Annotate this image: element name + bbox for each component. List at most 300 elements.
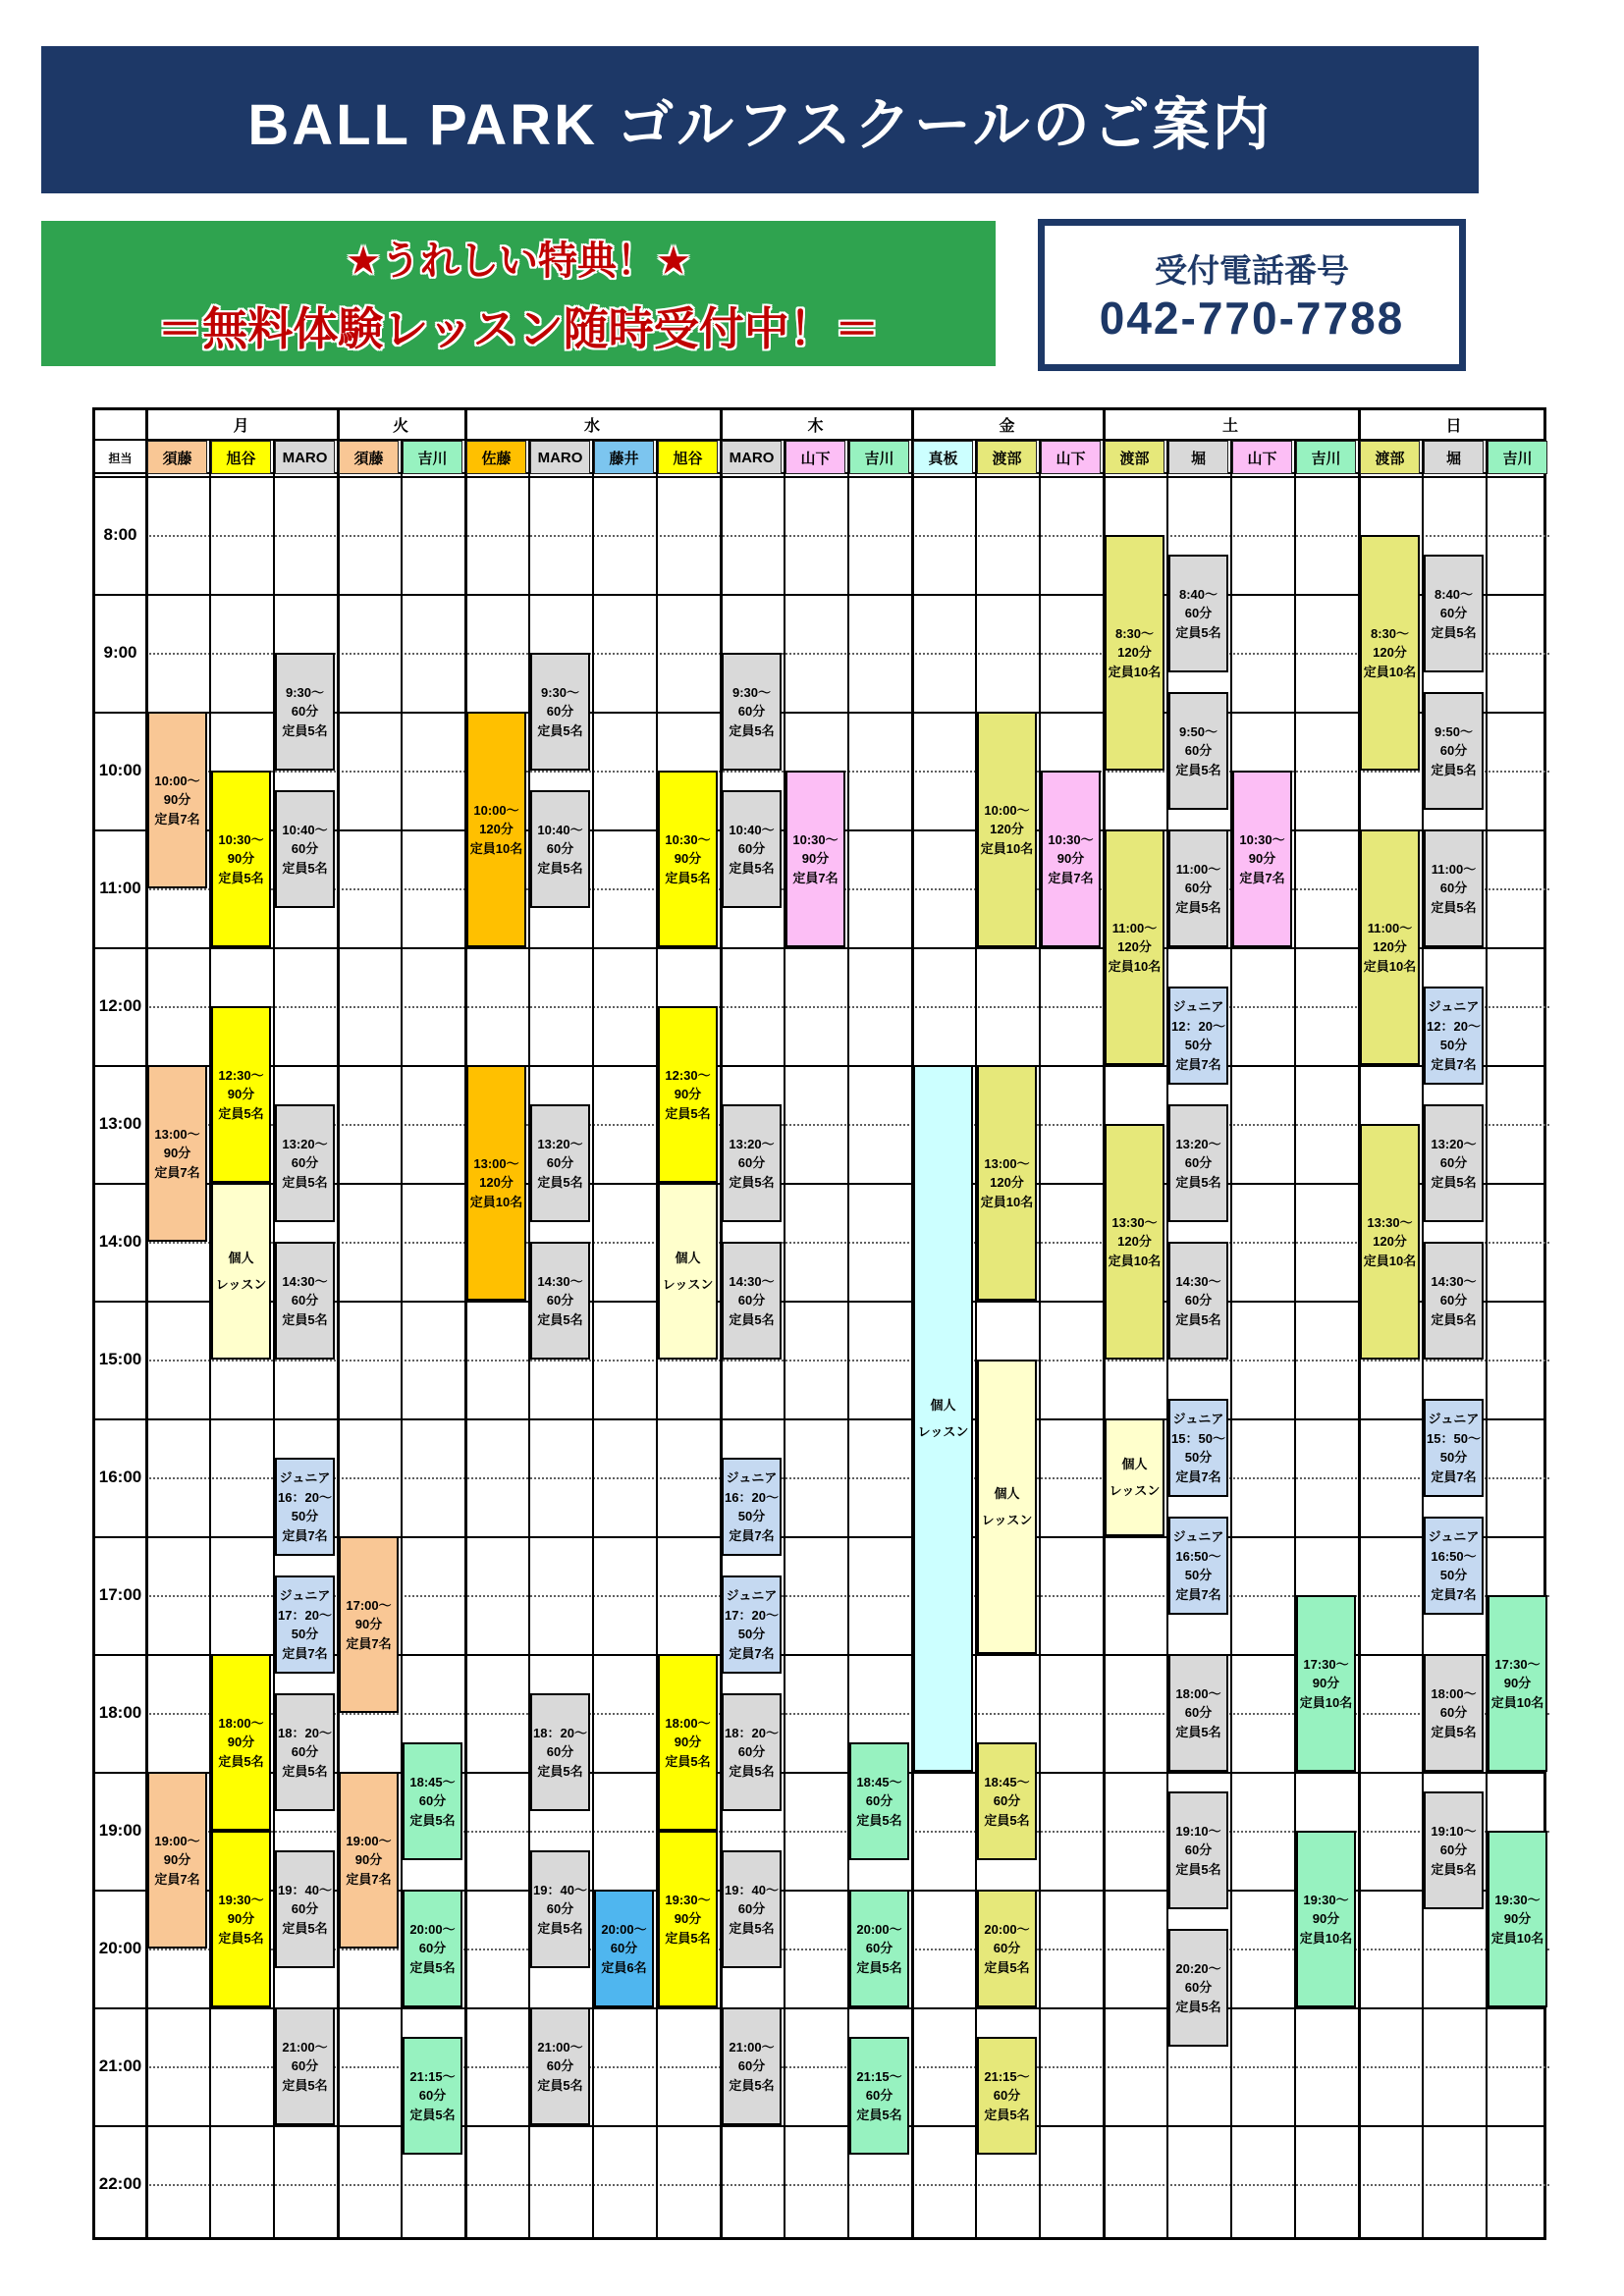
- lesson-block-line: 10:40～: [537, 822, 583, 837]
- lesson-block-line: 11:00～: [1367, 920, 1413, 935]
- lesson-block: [1105, 829, 1164, 1065]
- lesson-block: [1168, 1104, 1228, 1222]
- lesson-block-line: 定員5名: [729, 1920, 775, 1936]
- lesson-block: [1041, 771, 1101, 947]
- column-separator: [784, 439, 785, 2237]
- lesson-block: [1424, 1104, 1484, 1222]
- lesson-block: [1168, 692, 1228, 810]
- column-separator: [1039, 439, 1041, 2237]
- lesson-block: [1296, 1595, 1356, 1772]
- private-lesson-block: [1105, 1418, 1164, 1536]
- promo-line-2: ＝無料体験レッスン随時受付中！＝: [157, 302, 880, 354]
- lesson-block: [1296, 1831, 1356, 2007]
- hour-label: 12:00: [98, 996, 142, 1015]
- hour-gridline: [95, 1418, 1543, 1420]
- lesson-block-line: 16：20～: [725, 1489, 779, 1505]
- instructor-cell: 吉川: [1296, 441, 1356, 474]
- lesson-block-line: 60分: [1184, 1293, 1213, 1308]
- lesson-block-line: 定員5名: [984, 1812, 1030, 1828]
- lesson-block-line: 120分: [1117, 645, 1152, 661]
- lesson-block: [977, 1065, 1037, 1301]
- instructor-cell: 旭谷: [211, 441, 271, 474]
- lesson-block-line: 定員5名: [729, 2077, 775, 2093]
- lesson-block: [1424, 1242, 1484, 1360]
- lesson-block-line: 60分: [1184, 1980, 1213, 1996]
- lesson-block-line: 定員5名: [665, 1753, 711, 1769]
- lesson-block-line: 9:30～: [731, 684, 772, 700]
- lesson-block: [339, 1536, 399, 1713]
- lesson-block-line: 18:00～: [1431, 1685, 1477, 1701]
- lesson-block: [658, 1006, 718, 1183]
- lesson-block-line: 60分: [546, 704, 574, 720]
- lesson-block-line: 60分: [865, 1793, 893, 1809]
- lesson-block-line: 定員5名: [1175, 1311, 1221, 1327]
- lesson-block: [977, 712, 1037, 947]
- lesson-block-line: 定員5名: [729, 1763, 775, 1779]
- lesson-block: [339, 1772, 399, 1949]
- lesson-block-line: 60分: [737, 1744, 766, 1760]
- lesson-block-line: 定員5名: [409, 1812, 456, 1828]
- lesson-block: [1360, 829, 1420, 1065]
- lesson-block-line: 13:20～: [282, 1136, 328, 1151]
- lesson-block-line: 90分: [227, 1911, 255, 1927]
- lesson-block-line: 90分: [163, 792, 191, 808]
- lesson-block-line: 定員5名: [665, 870, 711, 885]
- lesson-block: [1488, 1831, 1547, 2007]
- lesson-block-line: 定員5名: [1175, 762, 1221, 777]
- lesson-block-line: 60分: [737, 704, 766, 720]
- lesson-block-line: 16：20～: [278, 1489, 332, 1505]
- lesson-block-line: 13:20～: [1431, 1136, 1477, 1151]
- lesson-block: [1424, 555, 1484, 672]
- lesson-block-line: 14:30～: [282, 1273, 328, 1289]
- phone-number: 042-770-7788: [1099, 293, 1405, 344]
- lesson-block-line: 60分: [1439, 1155, 1468, 1171]
- lesson-block: [977, 2037, 1037, 2155]
- lesson-block-line: 10:30～: [1048, 831, 1094, 847]
- phone-label: 受付電話番号: [1155, 252, 1349, 289]
- lesson-block-line: ジュニア: [1172, 1412, 1224, 1426]
- lesson-block-line: 120分: [990, 822, 1024, 837]
- hour-label: 9:00: [103, 643, 137, 662]
- lesson-block-line: 定員5名: [1431, 1174, 1477, 1190]
- lesson-block-line: 60分: [291, 2058, 319, 2074]
- lesson-block-line: 定員7名: [729, 1645, 775, 1661]
- lesson-block-line: 18：20～: [278, 1725, 332, 1740]
- lesson-block-line: 21:15～: [409, 2068, 456, 2084]
- lesson-block-line: 定員10名: [1108, 1253, 1162, 1268]
- lesson-block-line: 13:20～: [729, 1136, 775, 1151]
- lesson-block-line: 14:30～: [1175, 1273, 1221, 1289]
- lesson-block-line: 50分: [1439, 1568, 1468, 1582]
- promo-box: [41, 221, 996, 366]
- lesson-block-line: 90分: [163, 1146, 191, 1161]
- private-lesson-block: [977, 1360, 1037, 1654]
- lesson-block-line: 120分: [1117, 1234, 1152, 1250]
- lesson-block-line: ジュニア: [1428, 1412, 1480, 1426]
- lesson-block-line: 50分: [291, 1509, 319, 1523]
- lesson-block-line: 90分: [227, 1735, 255, 1750]
- day-header-5: 金: [999, 418, 1015, 435]
- lesson-block: [977, 1742, 1037, 1860]
- lesson-block: [275, 2007, 335, 2125]
- day-header-7: 日: [1445, 418, 1462, 435]
- lesson-block-line: 20:00～: [601, 1921, 647, 1937]
- lesson-block: [785, 771, 845, 947]
- lesson-block-line: レッスン: [662, 1277, 714, 1292]
- lesson-block-line: 20:00～: [856, 1921, 902, 1937]
- title-banner: [41, 46, 1479, 193]
- lesson-block: [147, 1065, 207, 1242]
- instructor-cell: 藤井: [594, 441, 654, 474]
- lesson-block: [722, 790, 782, 908]
- lesson-block-line: 定員5名: [1431, 1724, 1477, 1739]
- lesson-block: [722, 1693, 782, 1811]
- lesson-block-line: 60分: [291, 1293, 319, 1308]
- lesson-block-line: 17：20～: [278, 1607, 332, 1623]
- lesson-block-line: 60分: [546, 1293, 574, 1308]
- lesson-block-line: 定員10名: [980, 1194, 1034, 1209]
- lesson-block-line: 定員5名: [409, 1959, 456, 1975]
- lesson-block-line: 60分: [418, 1793, 447, 1809]
- lesson-block-line: 個人: [228, 1250, 254, 1265]
- lesson-block-line: 60分: [291, 704, 319, 720]
- lesson-block-line: 60分: [865, 1941, 893, 1956]
- lesson-block-line: 50分: [737, 1509, 766, 1523]
- junior-lesson-block: [1168, 1399, 1228, 1497]
- lesson-block-line: 90分: [1503, 1911, 1532, 1927]
- lesson-block: [403, 1890, 462, 2007]
- lesson-block-line: 120分: [1373, 645, 1407, 661]
- lesson-block-line: 60分: [291, 1901, 319, 1917]
- lesson-block-line: 定員7名: [282, 1527, 328, 1543]
- lesson-block: [275, 653, 335, 771]
- lesson-block-line: 18：20～: [533, 1725, 587, 1740]
- hour-label: 14:00: [98, 1232, 142, 1251]
- lesson-block-line: ジュニア: [279, 1588, 331, 1603]
- lesson-block-line: 12：20～: [1427, 1018, 1481, 1034]
- lesson-block-line: 10:30～: [1239, 831, 1285, 847]
- lesson-block-line: ジュニア: [726, 1588, 778, 1603]
- lesson-block: [1424, 1791, 1484, 1909]
- lesson-block-line: 定員5名: [856, 1959, 902, 1975]
- lesson-block-line: 50分: [1184, 1450, 1213, 1465]
- lesson-block-line: 定員5名: [282, 860, 328, 876]
- lesson-block-line: 9:50～: [1434, 723, 1474, 739]
- instructor-cell: 真板: [913, 441, 973, 474]
- lesson-block: [658, 1654, 718, 1831]
- lesson-block-line: 19:10～: [1175, 1823, 1221, 1839]
- lesson-block: [1360, 535, 1420, 771]
- lesson-block-line: 60分: [1184, 881, 1213, 896]
- lesson-block-line: 60分: [1184, 1842, 1213, 1858]
- day-header-1: 月: [233, 418, 249, 435]
- lesson-block: [1105, 535, 1164, 771]
- lesson-block: [1424, 829, 1484, 947]
- lesson-block-line: 50分: [1439, 1038, 1468, 1052]
- lesson-block: [275, 1850, 335, 1968]
- lesson-block-line: 定員6名: [601, 1959, 647, 1975]
- lesson-block: [1168, 1654, 1228, 1772]
- lesson-block: [466, 712, 526, 947]
- lesson-block-line: 定員7名: [1175, 1056, 1221, 1072]
- lesson-block-line: 90分: [1248, 851, 1276, 867]
- lesson-block-line: 90分: [227, 1087, 255, 1102]
- day-header-4: 木: [807, 418, 824, 435]
- lesson-block-line: 10:00～: [984, 802, 1030, 818]
- junior-lesson-block: [1168, 1517, 1228, 1615]
- instructor-cell: 吉川: [849, 441, 909, 474]
- lesson-block-line: 60分: [291, 841, 319, 857]
- lesson-block-line: 8:30～: [1370, 625, 1410, 641]
- hour-label: 17:00: [98, 1585, 142, 1604]
- lesson-block-line: 19:30～: [665, 1892, 711, 1907]
- lesson-block: [530, 2007, 590, 2125]
- lesson-block-line: 定員5名: [729, 1174, 775, 1190]
- lesson-block-line: 定員7名: [1239, 870, 1285, 885]
- lesson-block-line: 60分: [737, 1901, 766, 1917]
- lesson-block-line: 定員5名: [1175, 899, 1221, 915]
- header-body-separator-2: [95, 476, 1543, 478]
- corner-label: 担当: [108, 451, 133, 465]
- junior-lesson-block: [275, 1575, 335, 1674]
- day-group-separator: [464, 410, 467, 2237]
- lesson-block-line: 10:40～: [729, 822, 775, 837]
- lesson-block-line: ジュニア: [726, 1470, 778, 1485]
- lesson-block-line: 60分: [1439, 1293, 1468, 1308]
- lesson-block-line: 120分: [1373, 1234, 1407, 1250]
- lesson-block-line: 定員5名: [1175, 1174, 1221, 1190]
- lesson-block-line: 14:30～: [1431, 1273, 1477, 1289]
- lesson-block-line: 定員5名: [1175, 1999, 1221, 2014]
- lesson-block-line: 14:30～: [537, 1273, 583, 1289]
- hour-label: 22:00: [98, 2174, 142, 2193]
- lesson-block: [658, 1831, 718, 2007]
- lesson-block-line: 13:20～: [1175, 1136, 1221, 1151]
- lesson-block-line: 定員5名: [282, 1920, 328, 1936]
- lesson-block-line: 60分: [546, 2058, 574, 2074]
- hour-label: 16:00: [98, 1468, 142, 1486]
- lesson-block-line: 定員5名: [218, 1753, 264, 1769]
- lesson-block-line: 定員5名: [1175, 1861, 1221, 1877]
- lesson-block-line: 20:20～: [1175, 1960, 1221, 1976]
- hour-label: 19:00: [98, 1821, 142, 1840]
- hour-label: 18:00: [98, 1703, 142, 1722]
- time-column-separator: [145, 410, 148, 2237]
- junior-lesson-block: [1424, 987, 1484, 1085]
- lesson-block-line: 定員5名: [537, 1763, 583, 1779]
- lesson-block-line: 14:30～: [729, 1273, 775, 1289]
- instructor-cell: 佐藤: [466, 441, 526, 474]
- lesson-block-line: 定員5名: [409, 2107, 456, 2122]
- lesson-block-line: 個人: [675, 1250, 701, 1265]
- lesson-block-line: 定員10名: [469, 1194, 523, 1209]
- lesson-block-line: 90分: [674, 1735, 702, 1750]
- lesson-block: [722, 1850, 782, 1968]
- lesson-block-line: 定員7名: [346, 1871, 392, 1887]
- lesson-block-line: ジュニア: [1428, 999, 1480, 1014]
- instructor-cell: 山下: [1232, 441, 1292, 474]
- lesson-block-line: 定員7名: [154, 1871, 200, 1887]
- lesson-block-line: 8:30～: [1114, 625, 1155, 641]
- lesson-block-line: 60分: [610, 1941, 638, 1956]
- lesson-block-line: 定員5名: [282, 2077, 328, 2093]
- day-group-separator: [337, 410, 340, 2237]
- page-title: BALL PARK ゴルフスクールのご案内: [247, 93, 1272, 157]
- lesson-block-line: 定員5名: [1431, 762, 1477, 777]
- lesson-block-line: 90分: [674, 851, 702, 867]
- hour-label: 20:00: [98, 1939, 142, 1957]
- lesson-block-line: 60分: [291, 1155, 319, 1171]
- lesson-block-line: 定員10名: [1299, 1930, 1353, 1946]
- lesson-block-line: 定員5名: [665, 1930, 711, 1946]
- lesson-block-line: 90分: [1312, 1676, 1340, 1691]
- lesson-block: [1424, 692, 1484, 810]
- lesson-block-line: 16:50～: [1431, 1548, 1477, 1564]
- lesson-block-line: 90分: [674, 1087, 702, 1102]
- hour-gridline: [95, 2125, 1543, 2127]
- lesson-block-line: 定員5名: [665, 1105, 711, 1121]
- lesson-block-line: 60分: [737, 1155, 766, 1171]
- lesson-block-line: 60分: [1184, 743, 1213, 759]
- lesson-block-line: 60分: [1439, 1705, 1468, 1721]
- lesson-block-line: 21:15～: [984, 2068, 1030, 2084]
- lesson-block-line: 12:30～: [665, 1067, 711, 1083]
- lesson-block-line: 60分: [1439, 1842, 1468, 1858]
- lesson-block-line: 20:00～: [409, 1921, 456, 1937]
- lesson-block-line: 定員7名: [1431, 1586, 1477, 1602]
- day-header-6: 土: [1221, 418, 1238, 435]
- lesson-block-line: 9:30～: [285, 684, 325, 700]
- lesson-block-line: 60分: [737, 1293, 766, 1308]
- lesson-block-line: 19:30～: [1303, 1892, 1349, 1907]
- lesson-block-line: 60分: [737, 841, 766, 857]
- lesson-block: [849, 1742, 909, 1860]
- lesson-block-line: 60分: [993, 2088, 1021, 2104]
- instructor-cell: 渡部: [1105, 441, 1164, 474]
- lesson-block-line: 19:30～: [218, 1892, 264, 1907]
- lesson-block-line: 定員5名: [1175, 624, 1221, 640]
- lesson-block-line: 定員5名: [1431, 624, 1477, 640]
- lesson-block: [849, 1890, 909, 2007]
- lesson-block-line: 定員10名: [980, 840, 1034, 856]
- instructor-cell: 渡部: [977, 441, 1037, 474]
- lesson-block: [275, 790, 335, 908]
- lesson-block-line: 定員7名: [282, 1645, 328, 1661]
- lesson-block-line: 13:30～: [1111, 1214, 1158, 1230]
- lesson-block-line: 50分: [291, 1627, 319, 1641]
- lesson-block-line: 60分: [1184, 606, 1213, 621]
- lesson-block-line: 21:15～: [856, 2068, 902, 2084]
- lesson-block-line: ジュニア: [1172, 999, 1224, 1014]
- lesson-block-line: 15：50～: [1427, 1430, 1481, 1446]
- hour-label: 11:00: [99, 879, 141, 897]
- lesson-block-line: 90分: [1312, 1911, 1340, 1927]
- lesson-block-line: 60分: [1439, 606, 1468, 621]
- lesson-block: [275, 1242, 335, 1360]
- lesson-block-line: レッスン: [1109, 1483, 1161, 1498]
- private-lesson-block: [913, 1065, 973, 1772]
- lesson-block-line: 定員10名: [1490, 1930, 1544, 1946]
- lesson-block-line: 12：20～: [1171, 1018, 1225, 1034]
- lesson-block-line: 60分: [865, 2088, 893, 2104]
- lesson-block-line: 定員5名: [984, 1959, 1030, 1975]
- lesson-block-line: 19:10～: [1431, 1823, 1477, 1839]
- lesson-block-line: 定員5名: [282, 722, 328, 738]
- lesson-block-line: 定員10名: [1363, 1253, 1417, 1268]
- day-header-3: 水: [583, 418, 600, 435]
- hour-gridline: [95, 1065, 1543, 1067]
- lesson-block-line: 定員10名: [1299, 1694, 1353, 1710]
- lesson-block-line: 60分: [418, 2088, 447, 2104]
- column-separator: [1230, 439, 1232, 2237]
- lesson-block-line: 120分: [479, 1175, 514, 1191]
- lesson-block-line: 11:00～: [1111, 920, 1158, 935]
- lesson-block-line: 定員5名: [984, 2107, 1030, 2122]
- hour-label: 8:00: [103, 525, 137, 544]
- lesson-block-line: 19:00～: [154, 1833, 200, 1848]
- lesson-block-line: 定員5名: [1175, 1724, 1221, 1739]
- lesson-block-line: 10:00～: [154, 773, 200, 788]
- lesson-block-line: 15：50～: [1171, 1430, 1225, 1446]
- lesson-block: [403, 1742, 462, 1860]
- junior-lesson-block: [1424, 1399, 1484, 1497]
- lesson-block: [658, 771, 718, 947]
- instructor-cell: 山下: [785, 441, 845, 474]
- lesson-block-line: 定員5名: [218, 870, 264, 885]
- lesson-block: [1488, 1595, 1547, 1772]
- lesson-block-line: 50分: [1184, 1568, 1213, 1582]
- lesson-block-line: 8:40～: [1434, 586, 1474, 602]
- lesson-block-line: 90分: [801, 851, 830, 867]
- lesson-block-line: 60分: [546, 841, 574, 857]
- lesson-block-line: 60分: [993, 1793, 1021, 1809]
- day-header-2: 火: [392, 418, 408, 435]
- lesson-block-line: 18:00～: [1175, 1685, 1221, 1701]
- lesson-block-line: 90分: [163, 1852, 191, 1868]
- junior-lesson-block: [1424, 1517, 1484, 1615]
- lesson-block-line: 定員7名: [1431, 1056, 1477, 1072]
- lesson-block: [466, 1065, 526, 1301]
- lesson-block-line: 90分: [354, 1852, 383, 1868]
- lesson-block-line: 18:45～: [984, 1774, 1030, 1789]
- lesson-block-line: 定員5名: [218, 1105, 264, 1121]
- lesson-block-line: 19:30～: [1494, 1892, 1541, 1907]
- lesson-block-line: 定員5名: [729, 1311, 775, 1327]
- lesson-block-line: 50分: [1439, 1450, 1468, 1465]
- lesson-block-line: 個人: [930, 1397, 956, 1413]
- lesson-block-line: 60分: [737, 2058, 766, 2074]
- junior-lesson-block: [1168, 987, 1228, 1085]
- lesson-block-line: 定員7名: [792, 870, 839, 885]
- lesson-block-line: 60分: [1184, 1705, 1213, 1721]
- lesson-block-line: 50分: [1184, 1038, 1213, 1052]
- instructor-cell: MARO: [530, 441, 590, 474]
- lesson-block-line: 60分: [546, 1901, 574, 1917]
- lesson-block: [1168, 1791, 1228, 1909]
- lesson-block-line: 定員7名: [154, 811, 200, 827]
- lesson-block-line: 9:50～: [1178, 723, 1218, 739]
- lesson-block: [403, 2037, 462, 2155]
- lesson-block-line: 個人: [994, 1485, 1020, 1501]
- instructor-cell: 旭谷: [658, 441, 718, 474]
- lesson-block: [1424, 1654, 1484, 1772]
- lesson-block-line: 定員7名: [1431, 1468, 1477, 1484]
- lesson-block-line: 定員5名: [1431, 1311, 1477, 1327]
- lesson-block-line: 定員5名: [729, 722, 775, 738]
- lesson-block-line: 60分: [546, 1155, 574, 1171]
- instructor-cell: MARO: [275, 441, 335, 474]
